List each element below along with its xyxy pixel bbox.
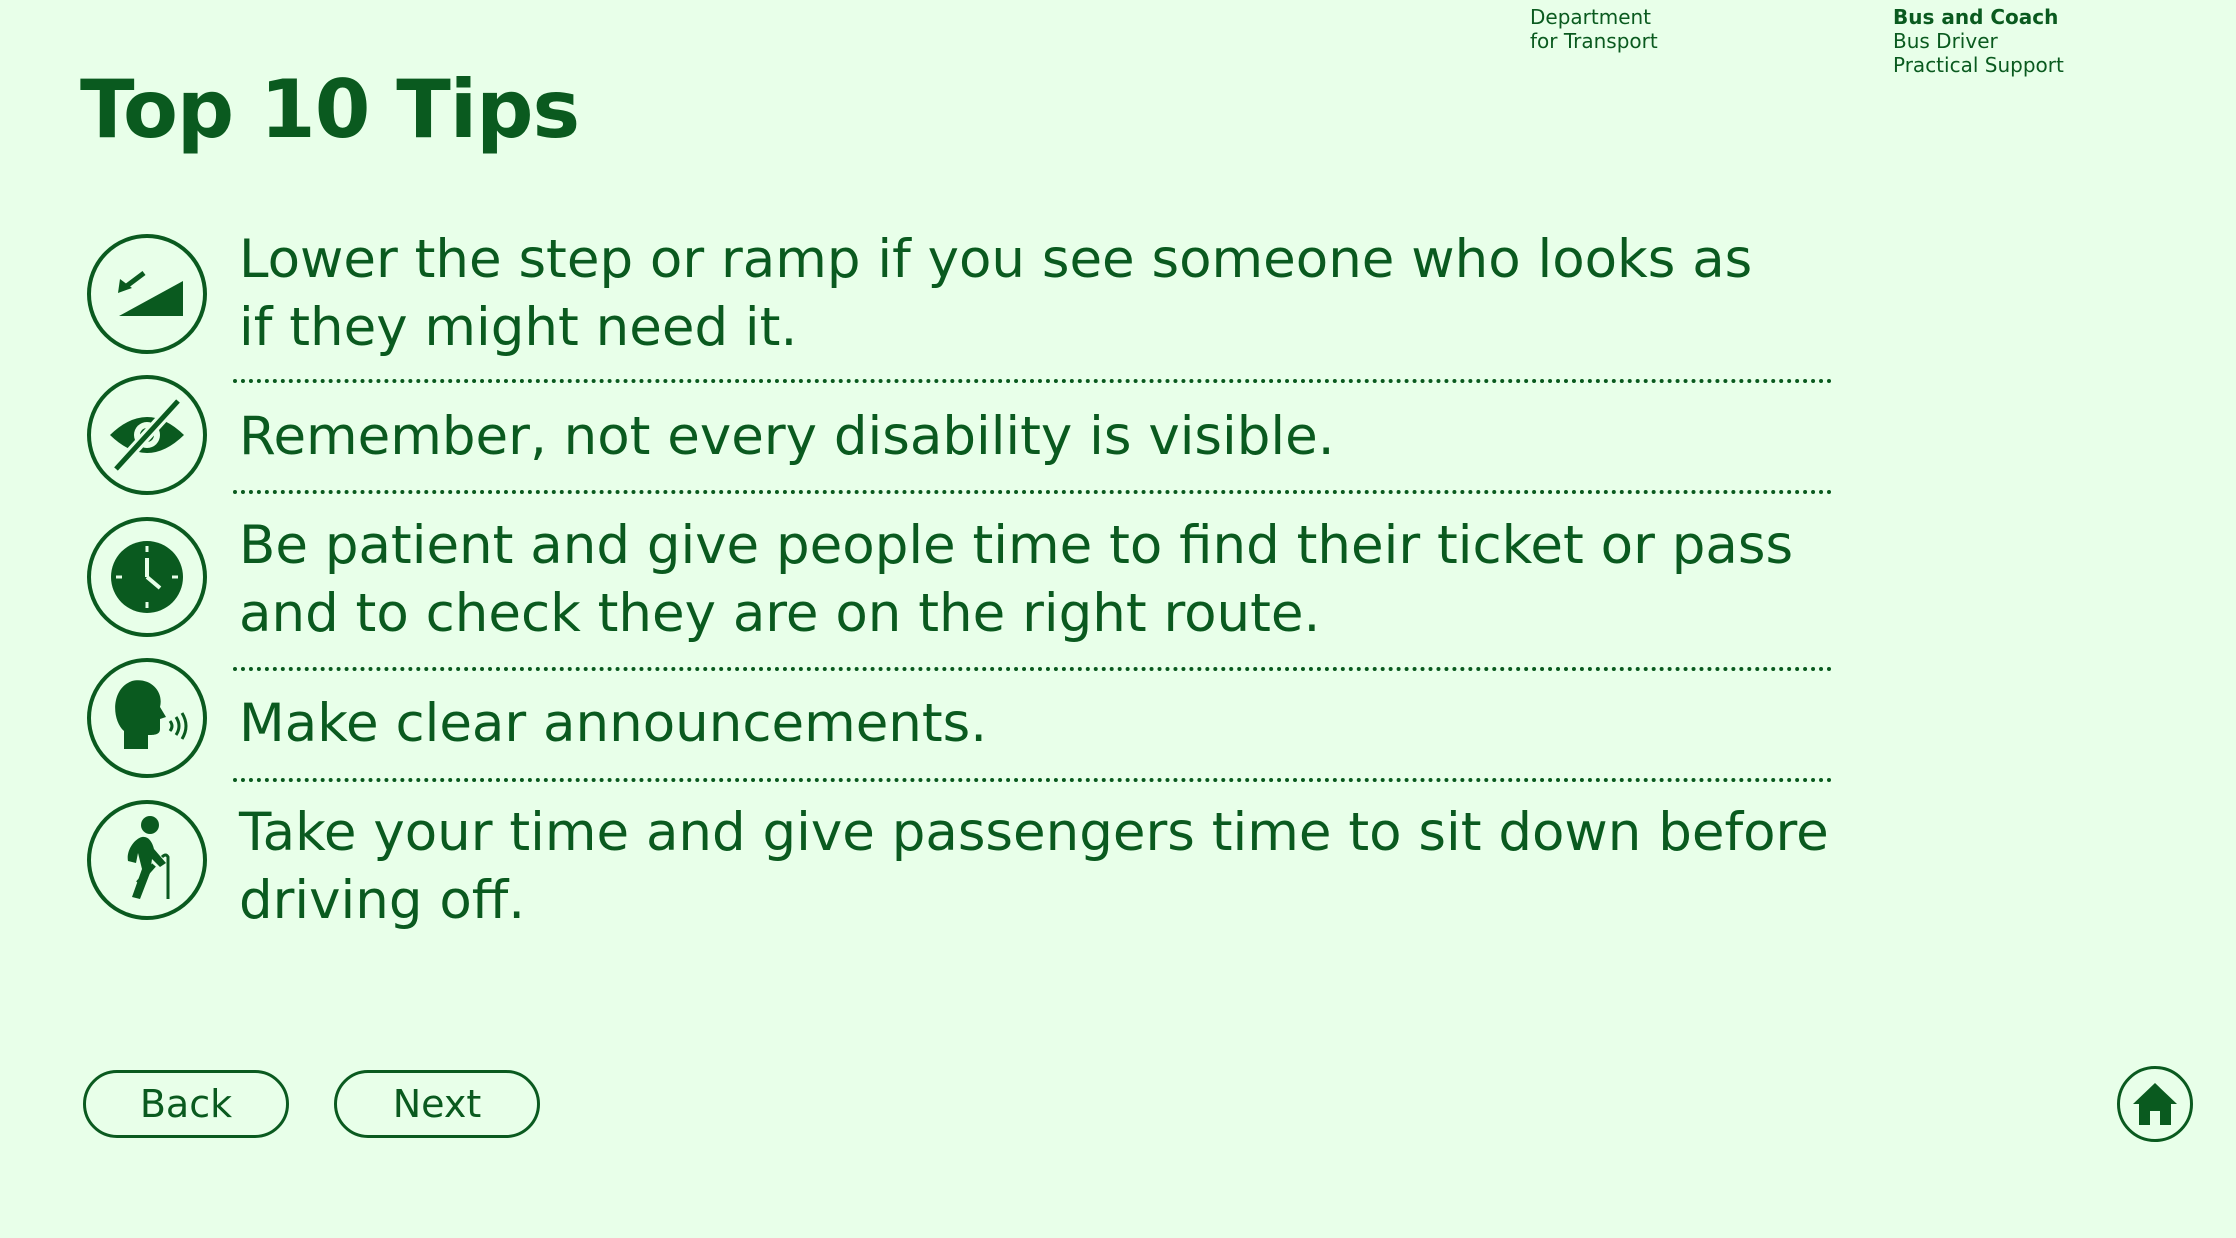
department-line-1: Department — [1530, 5, 1652, 29]
tip-text — [239, 403, 1839, 471]
tip-divider — [233, 490, 1833, 494]
tip-text — [239, 226, 1839, 362]
tip-line: Take your time and give passengers time to sit down before — [239, 802, 1829, 863]
department-line-2: for Transport — [1530, 29, 1658, 53]
eye-slash-icon — [86, 374, 208, 496]
course-title: Bus and Coach — [1893, 5, 2059, 29]
tip-line: Make clear announcements. — [239, 693, 988, 754]
next-button[interactable]: Next — [334, 1070, 540, 1138]
tip-divider — [233, 667, 1833, 671]
speaking-head-icon — [86, 657, 208, 779]
tip-line: if they might need it. — [239, 297, 798, 358]
tip-text — [239, 799, 1839, 935]
tip-text — [239, 512, 1839, 648]
back-button[interactable]: Back — [83, 1070, 289, 1138]
home-button[interactable] — [2117, 1066, 2193, 1142]
tip-line: Lower the step or ramp if you see someone who looks as — [239, 229, 1753, 290]
ramp-icon — [86, 233, 208, 355]
home-icon — [2130, 1079, 2180, 1129]
tip-line: driving off. — [239, 870, 526, 931]
tip-divider — [233, 778, 1833, 782]
tip-line: Remember, not every disability is visible. — [239, 406, 1335, 467]
page-title: Top 10 Tips — [80, 63, 580, 156]
course-subtitle-2: Practical Support — [1893, 53, 2064, 77]
course-title-block — [1893, 5, 2064, 77]
tip-line: Be patient and give people time to find their ticket or pass — [239, 515, 1794, 576]
tip-line: and to check they are on the right route. — [239, 583, 1321, 644]
elderly-person-icon — [86, 799, 208, 921]
tip-text — [239, 690, 1839, 758]
department-logo-text — [1530, 5, 1658, 53]
course-subtitle-1: Bus Driver — [1893, 29, 1998, 53]
tip-divider — [233, 379, 1833, 383]
clock-icon — [86, 516, 208, 638]
